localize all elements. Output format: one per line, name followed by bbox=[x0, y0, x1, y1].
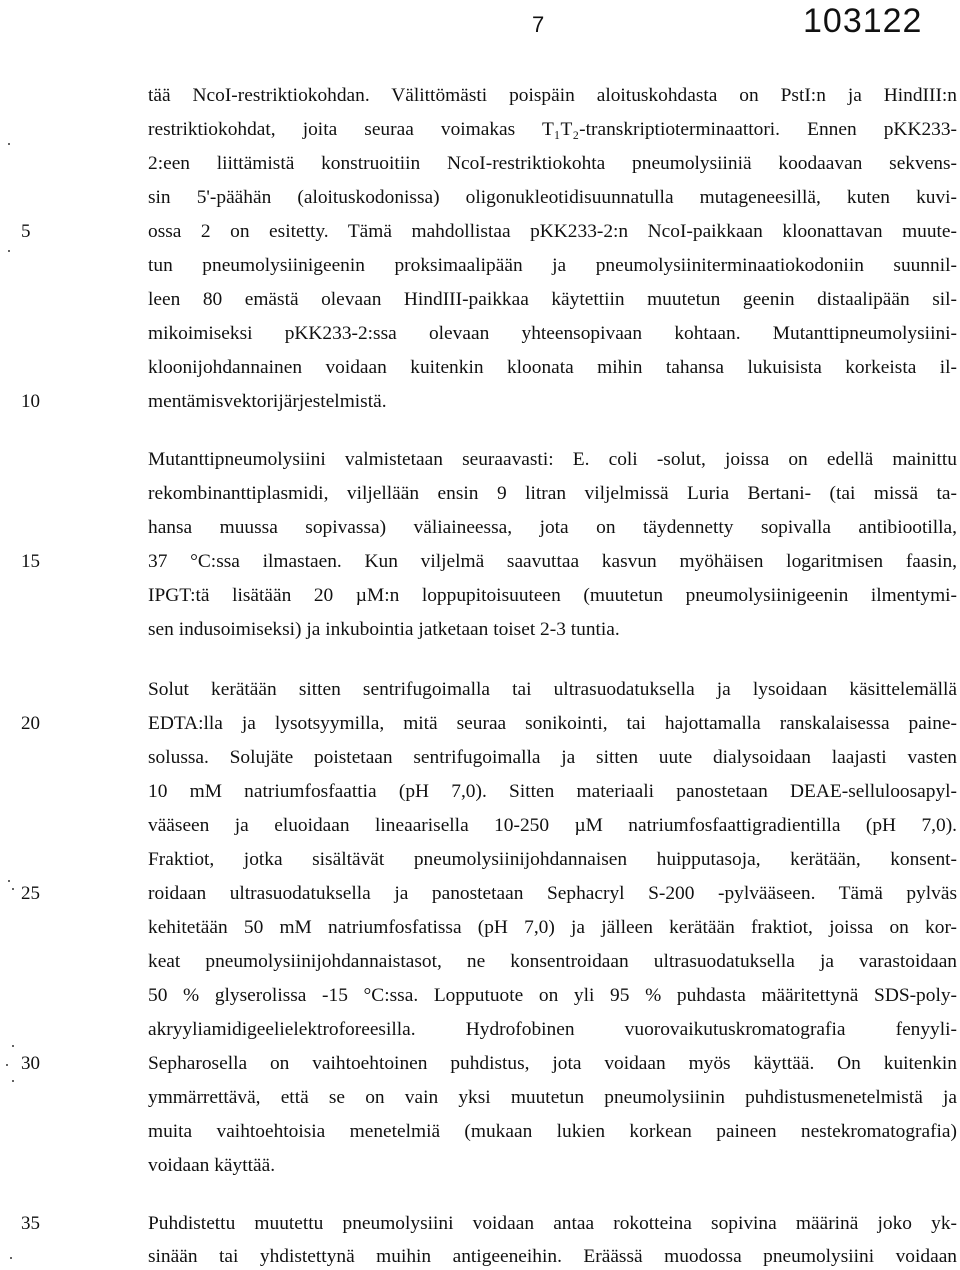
text-line: EDTA:lla ja lysotsyymilla, mitä seuraa sonikointi, tai hajottamalla ranskalaisessa paine- bbox=[148, 713, 957, 734]
text-line: restriktiokohdat, joita seuraa voimakas T₁T₂-transkriptioterminaattori. Ennen pKK233- bbox=[148, 119, 957, 140]
text-line: Mutanttipneumolysiini valmistetaan seuraavasti: E. coli -solut, joissa on edellä mainittu bbox=[148, 449, 957, 470]
text-line: 37 °C:ssa ilmastaen. Kun viljelmä saavuttaa kasvun myöhäisen logaritmisen faasin, bbox=[148, 551, 957, 572]
line-number: 20 bbox=[21, 713, 40, 734]
text-line: sinään tai yhdistettynä muihin antigeeneihin. Eräässä muodossa pneumolysiini voidaan bbox=[148, 1246, 957, 1267]
line-number: 15 bbox=[21, 551, 40, 572]
scan-speck bbox=[12, 1080, 14, 1082]
scan-speck bbox=[12, 1045, 14, 1047]
line-number: 10 bbox=[21, 391, 40, 412]
text-line: ossa 2 on esitetty. Tämä mahdollistaa pKK233-2:n NcoI-paikkaan kloonattavan muute- bbox=[148, 221, 957, 242]
text-line: vääseen ja eluoidaan lineaarisella 10-250 µM natriumfosfaattigradientilla (pH 7,0). bbox=[148, 815, 957, 836]
text-line: Puhdistettu muutettu pneumolysiini voidaan antaa rokotteina sopivina määrinä joko yk- bbox=[148, 1213, 957, 1234]
text-line: hansa muussa sopivassa) väliaineessa, jota on täydennetty sopivalla antibiootilla, bbox=[148, 517, 957, 538]
text-line: leen 80 emästä olevaan HindIII-paikkaa käytettiin muutetun geenin distaalipään sil- bbox=[148, 289, 957, 310]
text-line: tää NcoI-restriktiokohdan. Välittömästi poispäin aloituskohdasta on PstI:n ja HindIII:n bbox=[148, 85, 957, 106]
line-number: 25 bbox=[21, 883, 40, 904]
document-number: 103122 bbox=[803, 2, 923, 40]
text-line: mentämisvektorijärjestelmistä. bbox=[148, 391, 387, 412]
line-number: 35 bbox=[21, 1213, 40, 1234]
text-line: IPGT:tä lisätään 20 µM:n loppupitoisuuteen (muutetun pneumolysiinigeenin ilmentymi- bbox=[148, 585, 957, 606]
scan-speck bbox=[8, 143, 10, 145]
text-line: kehitetään 50 mM natriumfosfatissa (pH 7,0) ja jälleen kerätään fraktiot, joissa on kor- bbox=[148, 917, 957, 938]
text-line: rekombinanttiplasmidi, viljellään ensin 9 litran viljelmissä Luria Bertani- (tai missä ta- bbox=[148, 483, 957, 504]
text-line: mikoimiseksi pKK233-2:ssa olevaan yhteensopivaan kohtaan. Mutanttipneumolysiini- bbox=[148, 323, 957, 344]
scan-speck bbox=[12, 888, 14, 890]
scan-speck bbox=[8, 880, 10, 882]
page-number: 7 bbox=[532, 12, 545, 37]
scan-speck bbox=[6, 1064, 8, 1066]
scan-speck bbox=[8, 250, 10, 252]
text-line: solussa. Solujäte poistetaan sentrifugoimalla ja sitten uute dialysoidaan laajasti vasten bbox=[148, 747, 957, 768]
text-line: kloonijohdannainen voidaan kuitenkin kloonata mihin tahansa lukuisista korkeista il- bbox=[148, 357, 957, 378]
text-line: 50 % glyserolissa -15 °C:ssa. Lopputuote on yli 95 % puhdasta määritettynä SDS-poly- bbox=[148, 985, 957, 1006]
text-line: 2:een liittämistä konstruoitiin NcoI-restriktiokohta pneumolysiiniä koodaavan sekvens- bbox=[148, 153, 957, 174]
text-line: roidaan ultrasuodatuksella ja panostetaan Sephacryl S-200 -pylvääseen. Tämä pylväs bbox=[148, 883, 957, 904]
text-line: sen indusoimiseksi) ja inkubointia jatketaan toiset 2-3 tuntia. bbox=[148, 619, 620, 640]
text-line: Solut kerätään sitten sentrifugoimalla tai ultrasuodatuksella ja lysoidaan käsittelemällä bbox=[148, 679, 957, 700]
text-line: tun pneumolysiinigeenin proksimaalipään ja pneumolysiiniterminaatiokodoniin suunnil- bbox=[148, 255, 957, 276]
text-line: voidaan käyttää. bbox=[148, 1155, 276, 1176]
text-line: Fraktiot, jotka sisältävät pneumolysiinijohdannaisen huipputasoja, kerätään, konsent- bbox=[148, 849, 957, 870]
line-number: 30 bbox=[21, 1053, 40, 1074]
text-line: Sepharosella on vaihtoehtoinen puhdistus, jota voidaan myös käyttää. On kuitenkin bbox=[148, 1053, 957, 1074]
text-line: sin 5'-päähän (aloituskodonissa) oligonukleotidisuunnatulla mutageneesillä, kuten kuvi- bbox=[148, 187, 957, 208]
text-line: muita vaihtoehtoisia menetelmiä (mukaan lukien korkean paineen nestekromatografia) bbox=[148, 1121, 957, 1142]
text-line: ymmärrettävä, että se on vain yksi muutetun pneumolysiinin puhdistusmenetelmistä ja bbox=[148, 1087, 957, 1108]
text-line: akryyliamidigeelielektroforeesilla. Hydrofobinen vuorovaikutuskromatografia fenyyli- bbox=[148, 1019, 957, 1040]
line-number: 5 bbox=[21, 221, 31, 242]
text-line: 10 mM natriumfosfaattia (pH 7,0). Sitten materiaali panostetaan DEAE-selluloosapyl- bbox=[148, 781, 957, 802]
text-line: keat pneumolysiinijohdannaistasot, ne konsentroidaan ultrasuodatuksella ja varastoidaan bbox=[148, 951, 957, 972]
scan-speck bbox=[10, 1257, 12, 1259]
